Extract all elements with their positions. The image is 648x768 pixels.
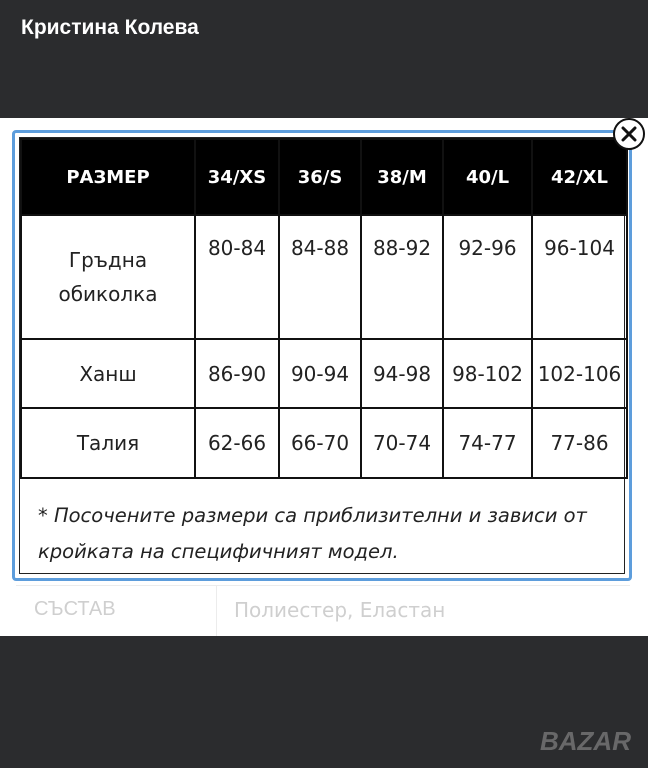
row-label-hips: Ханш	[21, 339, 195, 408]
row-label-chest	[21, 215, 195, 339]
table-cell: 90-94	[279, 339, 361, 408]
composition-value: Полиестер, Еластан	[234, 598, 446, 622]
header	[0, 0, 648, 118]
table-cell: 80-84	[195, 215, 279, 339]
table-cell: 96-104	[532, 215, 627, 339]
header-34-xs: 34/XS	[195, 139, 279, 215]
table-cell: 102-106	[532, 339, 627, 408]
table-cell: 86-90	[195, 339, 279, 408]
composition-label: СЪСТАВ	[34, 598, 116, 620]
header-40-l: 40/L	[443, 139, 532, 215]
row-label-waist: Талия	[21, 408, 195, 478]
seller-name[interactable]: Кристина Колева	[21, 16, 199, 39]
table-header-row	[21, 139, 627, 215]
table-cell: 98-102	[443, 339, 532, 408]
table-row	[21, 215, 627, 339]
size-table	[20, 138, 628, 479]
table-cell: 74-77	[443, 408, 532, 478]
size-note: * Посочените размери са приблизителни и зависи от кройката на специфичният модел.	[38, 504, 587, 563]
header-size: РАЗМЕР	[21, 139, 195, 215]
table-cell: 66-70	[279, 408, 361, 478]
row-label-chest-line2: обиколка	[58, 282, 158, 306]
table-cell: 62-66	[195, 408, 279, 478]
table-cell: 92-96	[443, 215, 532, 339]
header-36-s: 36/S	[279, 139, 361, 215]
table-cell: 88-92	[361, 215, 443, 339]
table-cell: 70-74	[361, 408, 443, 478]
table-cell: 77-86	[532, 408, 627, 478]
header-38-m: 38/M	[361, 139, 443, 215]
watermark-text: BAZAR	[540, 726, 631, 756]
composition-row	[16, 585, 630, 637]
size-chart-modal	[12, 130, 632, 581]
table-row	[21, 408, 627, 478]
size-chart	[19, 137, 625, 574]
row-divider	[216, 586, 217, 637]
table-row	[21, 339, 627, 408]
row-label-chest-line1: Гръдна	[68, 248, 148, 272]
table-cell: 94-98	[361, 339, 443, 408]
bazar-watermark	[538, 718, 638, 762]
header-42-xl: 42/XL	[532, 139, 627, 215]
table-cell: 84-88	[279, 215, 361, 339]
close-button[interactable]	[613, 118, 645, 150]
close-icon	[619, 124, 639, 144]
